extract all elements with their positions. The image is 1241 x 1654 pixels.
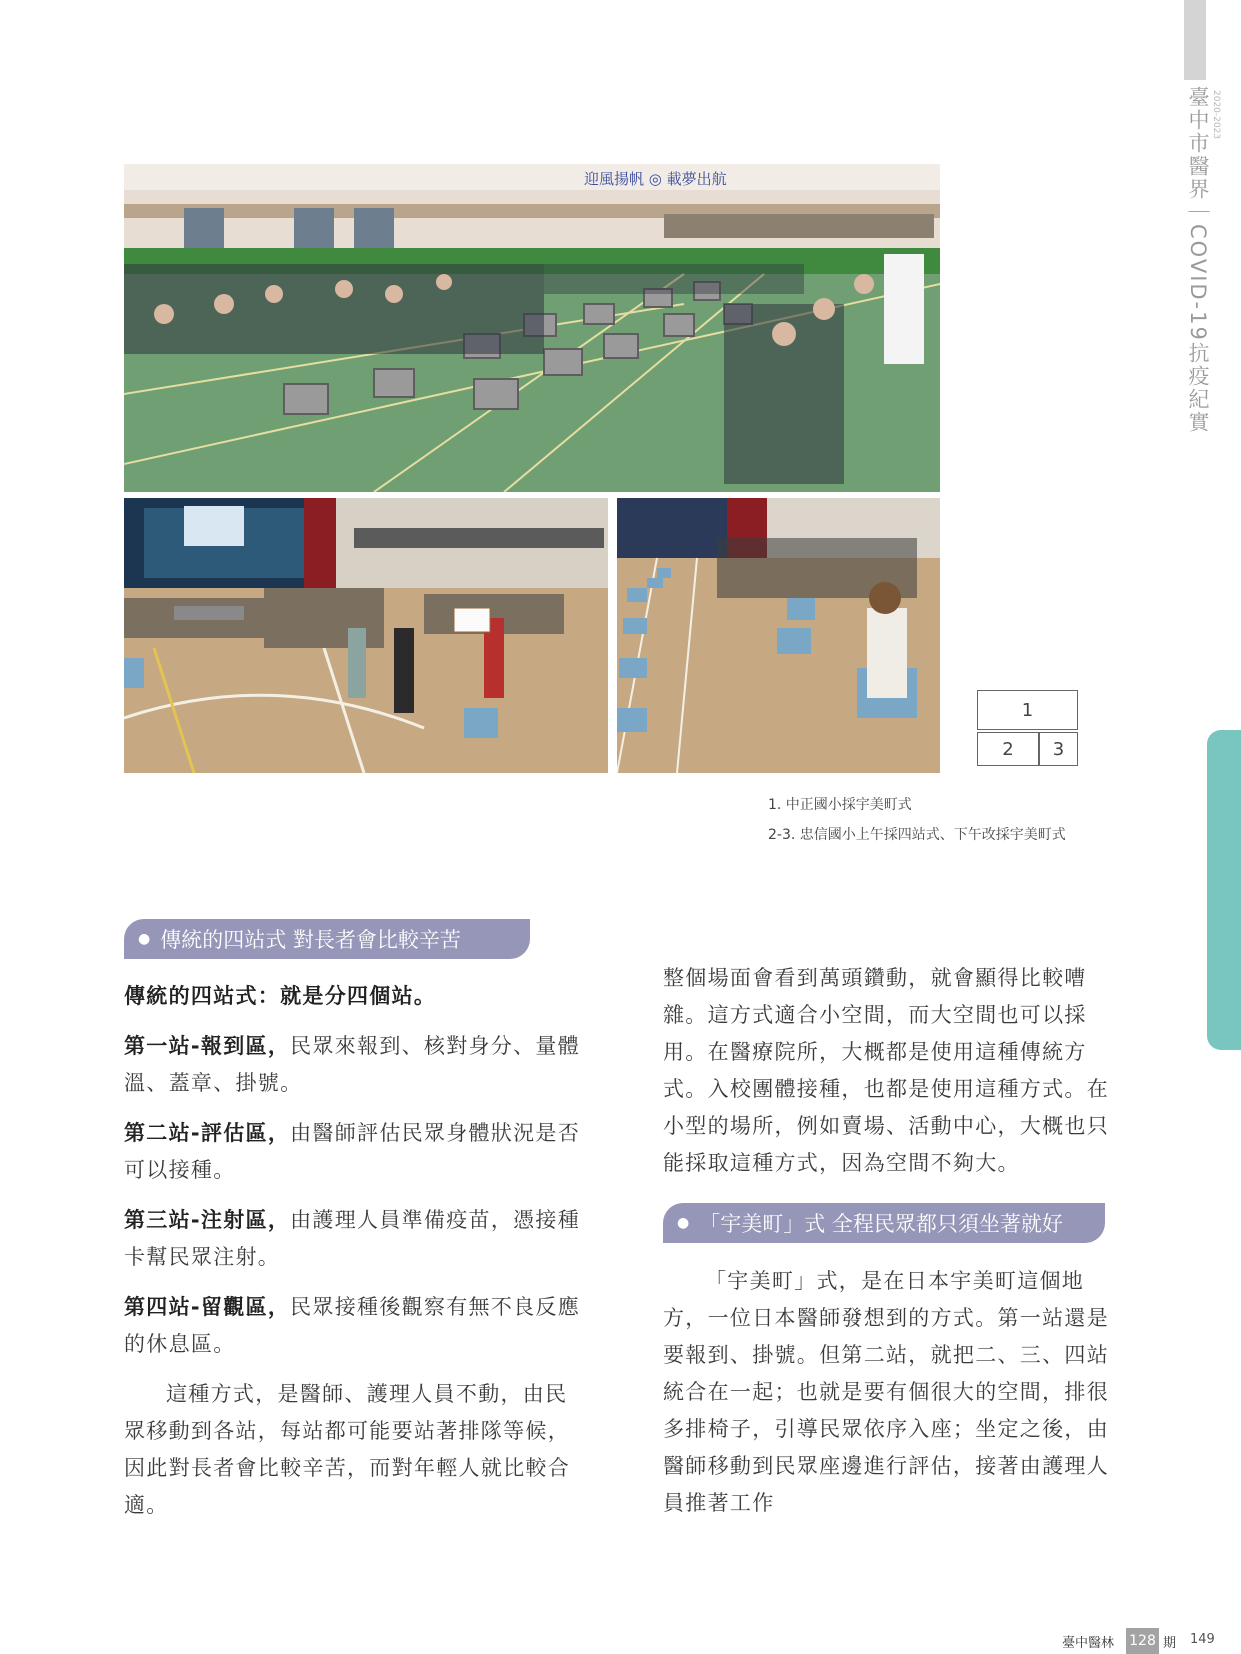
umi-town-paragraph: 「宇美町」式，是在日本宇美町這個地方，一位日本醫師發想到的方式。第一站還是要報到、掛號。但第二站，就把二、三、四站統合在一起；也就是要有個很大的空間，排很多排椅子，引導民眾依序入座；坐定之後，由醫師移動到民眾座邊進行評估，接著由護理人員推著工作: [663, 1269, 1109, 1515]
footer-issue-number: 128: [1126, 1628, 1159, 1654]
closing-paragraph: 這種方式，是醫師、護理人員不動，由民眾移動到各站，每站都可能要站著排隊等候，因此對長者會比較辛苦，而對年輕人就比較合適。: [124, 1382, 570, 1517]
series-title: 臺中市醫界｜COVID-19抗疫紀實: [1186, 86, 1210, 434]
photo-caption-1: 1. 中正國小採宇美町式: [768, 797, 912, 813]
bullet-icon: ●: [677, 1215, 690, 1231]
station-4-paragraph: [124, 1289, 584, 1363]
station-1-paragraph: [124, 1028, 584, 1102]
photo-3-seated-rows: [617, 498, 940, 773]
footer-page-number: 149: [1190, 1632, 1215, 1647]
footer-publication: 臺中醫林: [1062, 1636, 1115, 1651]
station-1-label: 第一站-報到區，: [124, 1034, 291, 1058]
top-grey-bar: [1184, 0, 1206, 80]
photo-2-hall-four-station: [124, 498, 608, 773]
intro-paragraph: 傳統的四站式：就是分四個站。: [124, 984, 437, 1008]
station-3-text: 由護理人員準備疫苗，憑接種卡幫民眾注射。: [124, 1208, 581, 1269]
layout-key-cell-3: 3: [1039, 732, 1078, 766]
station-3-paragraph: [124, 1202, 584, 1276]
bullet-icon: ●: [138, 931, 151, 947]
section-heading-text: 傳統的四站式 對長者會比較辛苦: [160, 928, 461, 952]
station-4-text: 民眾接種後觀察有無不良反應的休息區。: [124, 1295, 581, 1356]
station-2-text: 由醫師評估民眾身體狀況是否可以接種。: [124, 1121, 581, 1182]
right-column-continuation: 整個場面會看到萬頭鑽動，就會顯得比較嘈雜。這方式適合小空間，而大空間也可以採用。在醫療院所，大概都是使用這種傳統方式。入校團體接種，也都是使用這種方式。在小型的場所，例如賣場、活動中心，大概也只能採取這種方式，因為空間不夠大。: [663, 966, 1109, 1175]
station-4-label: 第四站-留觀區，: [124, 1295, 291, 1319]
photo-caption-2: 2-3. 忠信國小上午採四站式、下午改採宇美町式: [768, 827, 1066, 843]
station-2-paragraph: [124, 1115, 584, 1189]
gym-banner-text: 迎風揚帆 ◎ 載夢出航: [584, 170, 727, 188]
photo-1-gym-seating: [124, 164, 940, 492]
series-years: 2020-2023: [1211, 90, 1221, 140]
left-column: [124, 978, 584, 1537]
footer-issue-suffix: 期: [1163, 1636, 1177, 1651]
section-heading-text: 「宇美町」式 全程民眾都只須坐著就好: [699, 1212, 1063, 1236]
station-1-text: 民眾來報到、核對身分、量體溫、蓋章、掛號。: [124, 1034, 581, 1095]
layout-key-cell-1: 1: [977, 690, 1078, 730]
section-heading-four-station: [124, 919, 530, 959]
section-heading-umi-town: [663, 1203, 1105, 1243]
layout-key-cell-2: 2: [977, 732, 1039, 766]
side-tab: [1207, 730, 1241, 1050]
station-3-label: 第三站-注射區，: [124, 1208, 291, 1232]
station-2-label: 第二站-評估區，: [124, 1121, 291, 1145]
